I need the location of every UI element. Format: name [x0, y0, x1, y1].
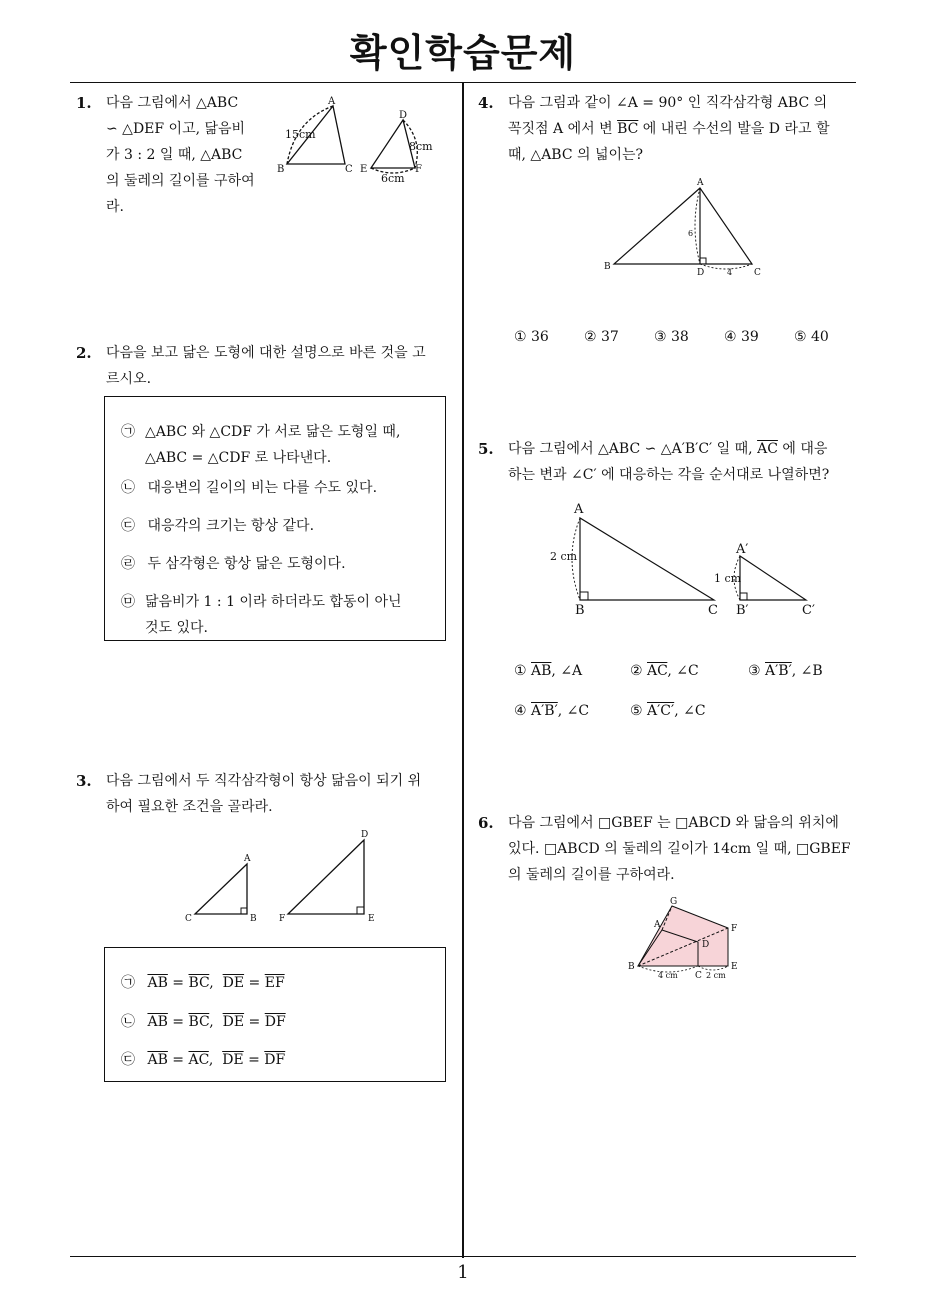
text-line: 르시오. [106, 371, 152, 387]
footer-rule [70, 1256, 856, 1257]
label-c: C [754, 268, 761, 278]
label-f: F [731, 924, 738, 934]
label-c: C [695, 971, 702, 981]
item-line: 닮음비가 1 : 1 이라 하더라도 합동이 아닌 [145, 594, 402, 610]
text-line: 하여 필요한 조건을 골라라. [106, 799, 273, 815]
arc-ad [695, 188, 700, 264]
label-d: D [361, 830, 369, 840]
question-number: 3. [76, 772, 92, 790]
statement-item [121, 513, 314, 539]
label-a: A [654, 920, 661, 930]
length-ab: 2 cm [550, 550, 578, 563]
statement-item [121, 589, 402, 636]
question-5 [478, 436, 862, 492]
label-b: B [277, 164, 285, 175]
triangle-abc [614, 188, 752, 264]
length-ab: 15cm [285, 128, 316, 141]
condition-item: ㉢ $\overline{AB} = \overline{AC}$, $\overline{DE} = \overline{DF}$ [121, 1052, 286, 1068]
page-number: 1 [457, 1262, 469, 1283]
label-d: D [697, 268, 705, 278]
statement-item [121, 475, 377, 501]
option-segment: A′B′ [765, 663, 792, 679]
label-c: C [185, 914, 192, 924]
label-d: D [399, 110, 408, 121]
question-text [508, 90, 862, 168]
option-segment: A′C′ [647, 703, 675, 719]
segment: $\overline{DE}$ [222, 1014, 245, 1030]
segment: $\overline{AC}$ [757, 441, 778, 457]
label-c2: C′ [802, 603, 815, 618]
option-1[interactable] [514, 329, 549, 345]
label-b: B [575, 603, 585, 618]
segment: $\overline{BC}$ [617, 121, 639, 137]
column-divider [462, 82, 464, 1258]
option-1[interactable] [514, 663, 582, 679]
label-b: B [628, 962, 635, 972]
condition-item: ㉡ $\overline{AB} = \overline{BC}$, $\overline{DE} = \overline{DF}$ [121, 1014, 286, 1030]
question-4 [478, 90, 862, 170]
right-angle-e [357, 907, 364, 914]
statements-box [104, 396, 446, 641]
homothety-quadrilateral-figure [620, 896, 760, 984]
item-mark: ㉡ [121, 1014, 135, 1030]
segment: $\overline{AC}$ [188, 1052, 209, 1068]
segment: $\overline{BC}$ [188, 1014, 210, 1030]
question-number: 6. [478, 814, 494, 832]
arc-ce [698, 966, 728, 970]
triangle-def [288, 840, 364, 914]
length-df: 8cm [409, 140, 433, 153]
label-a: A [574, 502, 584, 517]
right-angle-b2 [740, 593, 747, 600]
item-line: △ABC = △CDF 로 나타낸다. [145, 450, 332, 466]
question-number: 1. [76, 94, 92, 112]
text-part: 에 대응 [777, 441, 828, 457]
right-triangle-altitude-figure [600, 176, 770, 284]
text-line: 가 3 : 2 일 때, △ABC [106, 147, 243, 163]
text-part: 다음 그림에서 △ABC ∽ △A′B′C′ 일 때, [508, 441, 758, 457]
length-a2b2: 1 cm [714, 572, 742, 585]
option-value: 39 [741, 329, 759, 345]
option-5[interactable] [630, 703, 706, 719]
triangle-abc [580, 518, 714, 600]
conditions-box [104, 947, 446, 1082]
label-g: G [670, 897, 678, 907]
option-segment: A′B′ [531, 703, 558, 719]
triangle-abc [195, 864, 247, 914]
condition-item: ㉠ $\overline{AB} = \overline{BC}$, $\overline{DE} = \overline{EF}$ [121, 975, 285, 991]
right-angle-d [700, 258, 706, 264]
item-line: 두 삼각형은 항상 닮은 도형이다. [147, 556, 346, 572]
text-line: 다음 그림과 같이 ∠A = 90° 인 직각삼각형 ABC 의 [508, 95, 828, 111]
option-4[interactable] [724, 329, 759, 345]
segment: $\overline{DF}$ [264, 1052, 286, 1068]
question-number: 5. [478, 440, 494, 458]
text-line: 의 둘레의 길이를 구하여 [106, 173, 255, 189]
option-mark: ③ [748, 663, 761, 679]
label-c: C [708, 603, 718, 618]
option-value: 38 [671, 329, 689, 345]
arc-dc [700, 264, 752, 269]
label-e: E [368, 914, 375, 924]
label-a: A [244, 854, 251, 864]
option-mark: ③ [654, 329, 667, 345]
text-line: 하는 변과 ∠C′ 에 대응하는 각을 순서대로 나열하면? [508, 467, 830, 483]
text-line [508, 116, 862, 142]
label-b: B [250, 914, 257, 924]
statement-item [121, 551, 346, 577]
text-part: 에 내린 수선의 발을 D 라고 할 [638, 121, 830, 137]
option-segment: $\overline{AC}$ [647, 663, 668, 679]
segment: $\overline{DF}$ [264, 1014, 286, 1030]
item-mark: ㉤ [121, 594, 135, 610]
item-line: 대응각의 크기는 항상 같다. [147, 518, 315, 534]
question-text [106, 90, 286, 220]
option-angle: , ∠A [551, 663, 583, 679]
option-value: 37 [601, 329, 619, 345]
text-line: 다음 그림에서 □GBEF 는 □ABCD 와 닮음의 위치에 [508, 815, 839, 831]
option-mark: ⑤ [794, 329, 807, 345]
segment: $\overline{AB}$ [147, 1014, 168, 1030]
item-line: △ABC 와 △CDF 가 서로 닮은 도형일 때, [145, 424, 401, 440]
label-f: F [415, 164, 422, 175]
option-3[interactable] [748, 663, 823, 679]
option-mark: ⑤ [630, 703, 643, 719]
length-ef: 6cm [381, 172, 405, 184]
statement-item [121, 419, 401, 466]
item-line: 대응변의 길이의 비는 다를 수도 있다. [147, 480, 378, 496]
similar-right-triangles-figure [546, 498, 826, 620]
question-text [106, 768, 466, 820]
item-mark: ㉣ [121, 556, 135, 572]
text-line: 때, △ABC 의 넓이는? [508, 147, 644, 163]
label-e: E [731, 962, 738, 972]
option-angle: , ∠C [557, 703, 590, 719]
text-line: 의 둘레의 길이를 구하여라. [508, 867, 675, 883]
option-5[interactable] [794, 329, 829, 345]
question-number: 4. [478, 94, 494, 112]
text-line: 있다. □ABCD 의 둘레의 길이가 14cm 일 때, □GBEF [508, 841, 851, 857]
text-line: 다음을 보고 닮은 도형에 대한 설명으로 바른 것을 고 [106, 345, 426, 361]
option-mark: ② [630, 663, 643, 679]
text-line: ∽ △DEF 이고, 닮음비 [106, 121, 246, 137]
label-a: A [328, 96, 336, 107]
triangle-a2b2c2 [740, 556, 806, 600]
option-4[interactable] [514, 703, 589, 719]
option-2[interactable] [630, 663, 699, 679]
question-text [508, 810, 862, 888]
text-line: 라. [106, 199, 124, 215]
label-b2: B′ [736, 603, 749, 618]
text-part: 꼭짓점 A 에서 변 [508, 121, 618, 137]
text-line: 다음 그림에서 △ABC [106, 95, 239, 111]
segment: $\overline{AB}$ [147, 975, 168, 991]
length-ce: 2 cm [706, 971, 726, 980]
right-triangles-figure [180, 828, 380, 928]
length-ad: 6 [688, 229, 694, 238]
question-number: 2. [76, 344, 92, 362]
item-mark: ㉠ [121, 424, 135, 440]
item-mark: ㉢ [121, 518, 135, 534]
length-dc: 4 [727, 268, 733, 277]
option-3[interactable] [654, 329, 689, 345]
right-angle-b [241, 908, 247, 914]
option-angle: , ∠C [667, 663, 699, 679]
quad-gbef [638, 906, 728, 966]
page-title: 확인학습문제 [349, 31, 577, 75]
segment: $\overline{DE}$ [222, 975, 245, 991]
item-line: 것도 있다. [145, 620, 208, 636]
similar-triangles-figure [275, 92, 435, 184]
option-value: 40 [811, 329, 829, 345]
segment: $\overline{EF}$ [264, 975, 285, 991]
question-2 [76, 340, 456, 400]
label-b: B [604, 262, 611, 272]
right-angle-b [580, 592, 588, 600]
item-mark: ㉡ [121, 480, 135, 496]
text-line: 다음 그림에서 두 직각삼각형이 항상 닮음이 되기 위 [106, 773, 422, 789]
item-mark: ㉠ [121, 975, 135, 991]
question-text [106, 340, 466, 392]
label-c: C [345, 164, 353, 175]
option-mark: ① [514, 329, 527, 345]
item-mark: ㉢ [121, 1052, 135, 1068]
segment: $\overline{DE}$ [222, 1052, 244, 1068]
text-line [508, 436, 862, 462]
option-angle: , ∠B [791, 663, 823, 679]
option-mark: ④ [724, 329, 737, 345]
segment: $\overline{BC}$ [188, 975, 210, 991]
label-a2: A′ [736, 542, 749, 557]
label-e: E [360, 164, 368, 175]
segment: $\overline{AB}$ [147, 1052, 168, 1068]
question-6 [478, 810, 862, 892]
question-text [508, 436, 862, 488]
option-2[interactable] [584, 329, 619, 345]
option-segment: $\overline{AB}$ [531, 663, 552, 679]
question-3 [76, 768, 456, 828]
option-mark: ② [584, 329, 597, 345]
label-d: D [702, 940, 710, 950]
option-mark: ④ [514, 703, 527, 719]
label-f: F [279, 914, 286, 924]
option-angle: , ∠C [674, 703, 706, 719]
option-mark: ① [514, 663, 527, 679]
length-bc: 4 cm [658, 971, 678, 980]
option-value: 36 [531, 329, 549, 345]
label-a: A [697, 178, 704, 188]
